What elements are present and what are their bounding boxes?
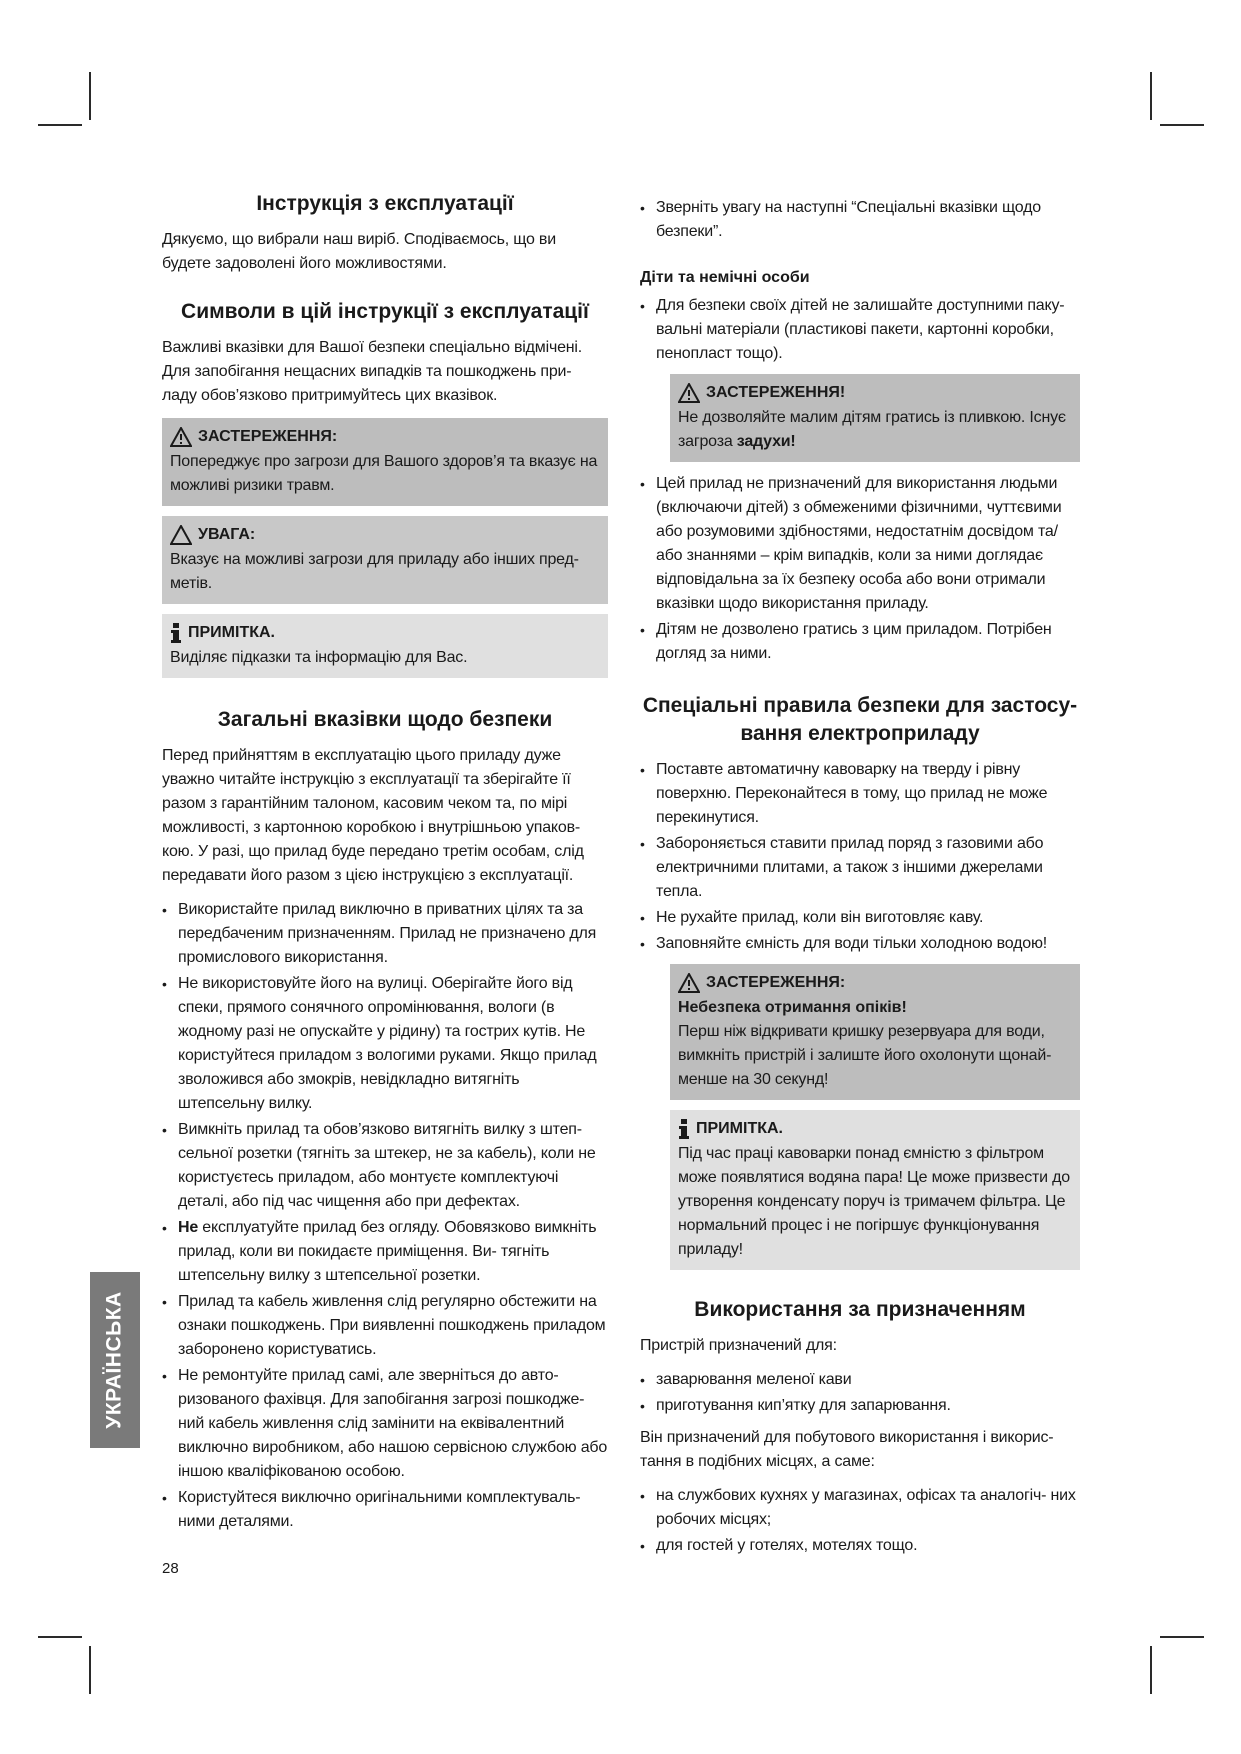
usage-list-2	[640, 1484, 1080, 1558]
warning-box	[162, 418, 608, 506]
warning-label: ЗАСТЕРЕЖЕННЯ!	[706, 384, 846, 401]
children-heading: Діти та немічні особи	[640, 269, 810, 286]
symbols-heading: Символи в цій інструкції з експлуатації	[181, 300, 589, 323]
note-text: Під час праці кавоварки понад ємністю з фільтром може появлятися водяна пара! Це може призвести до утворення конденсату поруч із тримачем фільтра. Це нормальний процес і не погіршує функціонування приладу!	[678, 1145, 1070, 1258]
caution-text: Вказує на можливі загрози для приладу або інших пред- метів.	[170, 551, 579, 592]
intro-text: Дякуємо, що вибрали наш виріб. Сподіваємось, що ви будете задоволені його можливостями.	[162, 231, 556, 272]
list-item: • Дітям не дозволено гратись з цим приладом. Потрібен догляд за ними.	[640, 618, 1080, 666]
warning-label: ЗАСТЕРЕЖЕННЯ:	[198, 428, 338, 445]
info-icon	[678, 1119, 690, 1139]
children-list-2	[640, 472, 1080, 666]
list-item: • для гостей у готелях, мотелях тощо.	[640, 1534, 1080, 1558]
warning-triangle-icon	[678, 973, 700, 993]
note-box	[162, 614, 608, 678]
special-heading: Спеціальні правила безпеки для застосу- вання електроприладу	[642, 694, 1078, 745]
list-item: • на службових кухнях у магазинах, офісах та аналогіч- них робочих місцях;	[640, 1484, 1080, 1532]
list-item: • Поставте автоматичну кавоварку на тверду і рівну поверхню. Переконайтеся в тому, що прилад не може перекинутися.	[640, 758, 1080, 830]
crop-mark	[1150, 72, 1152, 120]
list-item: • Заповняйте ємність для води тільки холодною водою!	[640, 932, 1080, 956]
symbols-text: Важливі вказівки для Вашої безпеки спеціально відмічені. Для запобігання нещасних випадків та пошкоджень при- ладу обов’язково притримуйтесь цих вказівок.	[162, 339, 583, 404]
list-item: • Не використовуйте його на вулиці. Оберігайте його від спеки, прямого сонячного опромінювання, вологи (в жодному разі не опускайте у рідину) та гострих кутів. Не користуйтеся приладом з вологими руками. Якщо прилад зволожився або змокрів, невідкладно витягніть штепсельну вилку.	[162, 972, 608, 1116]
list-item: • Не ремонтуйте прилад самі, але зверніться до авто- ризованого фахівця. Для запобігання загрозі пошкодже- ний кабель живлення слід замінити на еквівалентний виключно виробником, або нашою сервісною службою або іншою кваліфікованою особою.	[162, 1364, 608, 1484]
note-label: ПРИМІТКА.	[696, 1120, 783, 1137]
children-list	[640, 294, 1080, 366]
crop-mark	[38, 1636, 82, 1638]
warning-triangle-icon	[170, 427, 192, 447]
burn-warning-box	[670, 964, 1080, 1100]
list-item: • заварювання меленої кави	[640, 1368, 1080, 1392]
warning-text: Перш ніж відкривати кришку резервуара для води, вимкніть пристрій і залиште його охолонути щонай- менше на 30 секунд!	[678, 1023, 1052, 1088]
note-text: Виділяє підказки та інформацію для Вас.	[170, 649, 468, 666]
list-item: • Не експлуатуйте прилад без огляду. Обовязково вимкніть прилад, коли ви покидаєте приміщення. Ви- тягніть штепсельну вилку з штепсельної розетки.	[162, 1216, 608, 1288]
note-label: ПРИМІТКА.	[188, 624, 275, 641]
list-item: • Забороняється ставити прилад поряд з газовими або електричними плитами, а також з іншими джерелами тепла.	[640, 832, 1080, 904]
crop-mark	[1150, 1646, 1152, 1694]
crop-mark	[1160, 124, 1204, 126]
warning-text: Не дозволяйте малим дітям гратись із пливкою. Існує загроза задухи!	[678, 409, 1066, 450]
usage-text: Він призначений для побутового використання і викорис- тання в подібних місцях, а саме:	[640, 1429, 1054, 1470]
list-item: • Користуйтеся виключно оригінальними комплектуваль- ними деталями.	[162, 1486, 608, 1534]
warning-text: Попереджує про загрози для Вашого здоров’я та вказує на можливі ризики травм.	[170, 453, 598, 494]
list-item: • Зверніть увагу на наступні “Спеціальні вказівки щодо безпеки”.	[640, 196, 1080, 244]
safety-heading: Загальні вказівки щодо безпеки	[217, 708, 553, 731]
crop-mark	[89, 72, 91, 120]
list-item: • Використайте прилад виключно в приватних цілях та за передбаченим призначенням. Прилад не призначено для промислового використання.	[162, 898, 608, 970]
crop-mark	[1160, 1636, 1204, 1638]
list-item: • Прилад та кабель живлення слід регулярно обстежити на ознаки пошкоджень. При виявленні пошкоджень приладом заборонено користуватись.	[162, 1290, 608, 1362]
list-item: • Для безпеки своїх дітей не залишайте доступними паку- вальні матеріали (пластикові пакети, картонні коробки, пенопласт тощо).	[640, 294, 1080, 366]
usage-intro: Пристрій призначений для:	[640, 1337, 837, 1354]
note-box	[670, 1110, 1080, 1270]
intro-list	[640, 196, 1080, 244]
list-item: • приготування кип’ятку для запарювання.	[640, 1394, 1080, 1418]
list-item: • Не рухайте прилад, коли він виготовляє каву.	[640, 906, 1080, 930]
warning-triangle-icon	[678, 383, 700, 403]
special-list	[640, 758, 1080, 956]
list-item: • Цей прилад не призначений для використання людьми (включаючи дітей) з обмеженими фізичними, чуттєвими або розумовими здібностями, недостатнім досвідом та/ або знаннями – крім випадків, коли за ними доглядає відповідальна за їх безпеку особа або вони отримали вказівки щодо використання приладу.	[640, 472, 1080, 616]
left-column	[162, 190, 608, 1542]
list-item: • Вимкніть прилад та обов’язково витягніть вилку з штеп- сельної розетки (тягніть за штекер, не за кабель), коли не користуєтесь приладом, або монтуєте комплектуючі деталі, або під час чищення або при дефектах.	[162, 1118, 608, 1214]
warning-subtitle: Небезпека отримання опіків!	[678, 999, 907, 1016]
page-number: 28	[162, 1560, 179, 1577]
crop-mark	[89, 1646, 91, 1694]
warning-box	[670, 374, 1080, 462]
language-tab	[90, 1272, 140, 1448]
safety-text: Перед прийняттям в експлуатацію цього приладу дуже уважно читайте інструкцію з експлуатації та зберігайте її разом з гарантійним талоном, касовим чеком та, по мірі можливості, з картонною коробкою і внутрішньою упаков- кою. У разі, що прилад буде передано третім особам, слід передавати його разом з цією інструкцією з експлуатації.	[162, 747, 584, 884]
page-title: Інструкція з експлуатації	[256, 192, 514, 215]
warning-label: ЗАСТЕРЕЖЕННЯ:	[706, 974, 846, 991]
language-tab-label: УКРАЇНСЬКА	[103, 1291, 127, 1429]
safety-list	[162, 898, 608, 1534]
usage-list	[640, 1368, 1080, 1418]
caution-label: УВАГА:	[198, 526, 256, 543]
info-icon	[170, 623, 182, 643]
usage-heading: Використання за призначенням	[694, 1298, 1026, 1321]
caution-triangle-icon	[170, 525, 192, 545]
caution-box	[162, 516, 608, 604]
crop-mark	[38, 124, 82, 126]
right-column	[640, 196, 1080, 1566]
